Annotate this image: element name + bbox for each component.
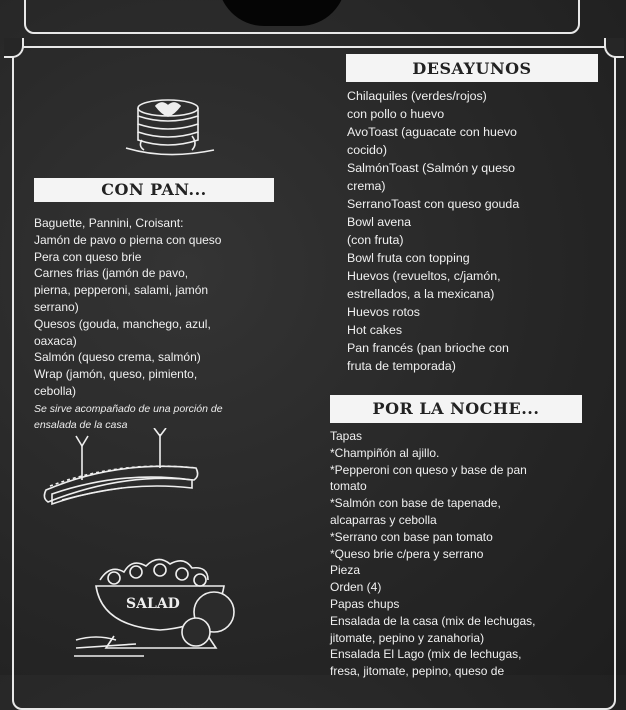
list-item: *Champiñón al ajillo. — [330, 445, 440, 460]
list-item: *Serrano con base pan tomato — [330, 529, 493, 544]
por-la-noche-list — [330, 428, 552, 680]
list-item: Papas chups — [330, 596, 400, 611]
list-item: Wrap (jamón, queso, pimiento, — [34, 367, 198, 382]
sandwich-icon — [42, 428, 202, 518]
list-item: *Pepperoni con queso y base de pan — [330, 462, 527, 477]
con-pan-list — [34, 215, 264, 400]
list-item: Orden (4) — [330, 580, 382, 595]
list-item: Ensalada El Lago (mix de lechugas, — [330, 647, 522, 662]
list-item: con pollo o huevo — [347, 107, 445, 121]
list-item: *Salmón con base de tapenade, — [330, 496, 501, 511]
list-item: Tapas — [330, 429, 363, 443]
list-item: alcaparras y cebolla — [330, 512, 437, 527]
list-item: jitomate, pepino y zanahoria) — [330, 630, 485, 645]
salad-bowl-label: SALAD — [126, 596, 180, 612]
note-line: Se sirve acompañado de una porción de — [34, 403, 223, 415]
list-item: oaxaca) — [34, 333, 77, 348]
list-item: SerranoToast con queso gouda — [347, 197, 520, 211]
note-line: ensalada de la casa — [34, 419, 128, 431]
list-item: Hot cakes — [347, 323, 403, 337]
list-item: Baguette, Pannini, Croisant: — [34, 216, 184, 230]
list-item: Pan francés (pan brioche con — [347, 341, 509, 355]
list-item: pierna, pepperoni, salami, jamón — [34, 283, 209, 298]
list-item: *Queso brie c/pera y serrano — [330, 546, 484, 561]
list-item: Bowl avena — [347, 215, 412, 229]
list-item: estrellados, a la mexicana) — [347, 287, 495, 301]
pancake-stack-icon — [122, 96, 222, 164]
salad-bowl-icon — [74, 540, 244, 665]
list-item: Huevos (revueltos, c/jamón, — [347, 269, 501, 283]
list-item: Salmón (queso crema, salmón) — [34, 350, 201, 365]
list-item: Chilaquiles (verdes/rojos) — [347, 89, 487, 103]
list-item: Jamón de pavo o pierna con queso — [34, 232, 222, 247]
list-item: Carnes frias (jamón de pavo, — [34, 266, 189, 281]
list-item: fruta de temporada) — [347, 359, 456, 373]
list-item: Bowl fruta con topping — [347, 251, 470, 265]
list-item: Ensalada de la casa (mix de lechugas, — [330, 613, 536, 628]
list-item: Pieza — [330, 563, 361, 578]
list-item: (con fruta) — [347, 233, 404, 247]
desayunos-heading: DESAYUNOS — [346, 54, 598, 82]
list-item: crema) — [347, 179, 386, 193]
list-item: fresa, jitomate, pepino, queso de — [330, 664, 505, 679]
list-item: SalmónToast (Salmón y queso — [347, 161, 516, 175]
list-item: serrano) — [34, 299, 79, 314]
desayunos-list — [347, 87, 587, 375]
list-item: AvoToast (aguacate con huevo — [347, 125, 517, 139]
list-item: cebolla) — [34, 383, 77, 398]
por-la-noche-heading: POR LA NOCHE... — [330, 395, 582, 423]
list-item: tomato — [330, 479, 367, 494]
list-item: Pera con queso brie — [34, 249, 142, 264]
list-item: Huevos rotos — [347, 305, 421, 319]
list-item: Quesos (gouda, manchego, azul, — [34, 316, 211, 331]
con-pan-heading: CON PAN... — [34, 178, 274, 202]
list-item: cocido) — [347, 143, 387, 157]
